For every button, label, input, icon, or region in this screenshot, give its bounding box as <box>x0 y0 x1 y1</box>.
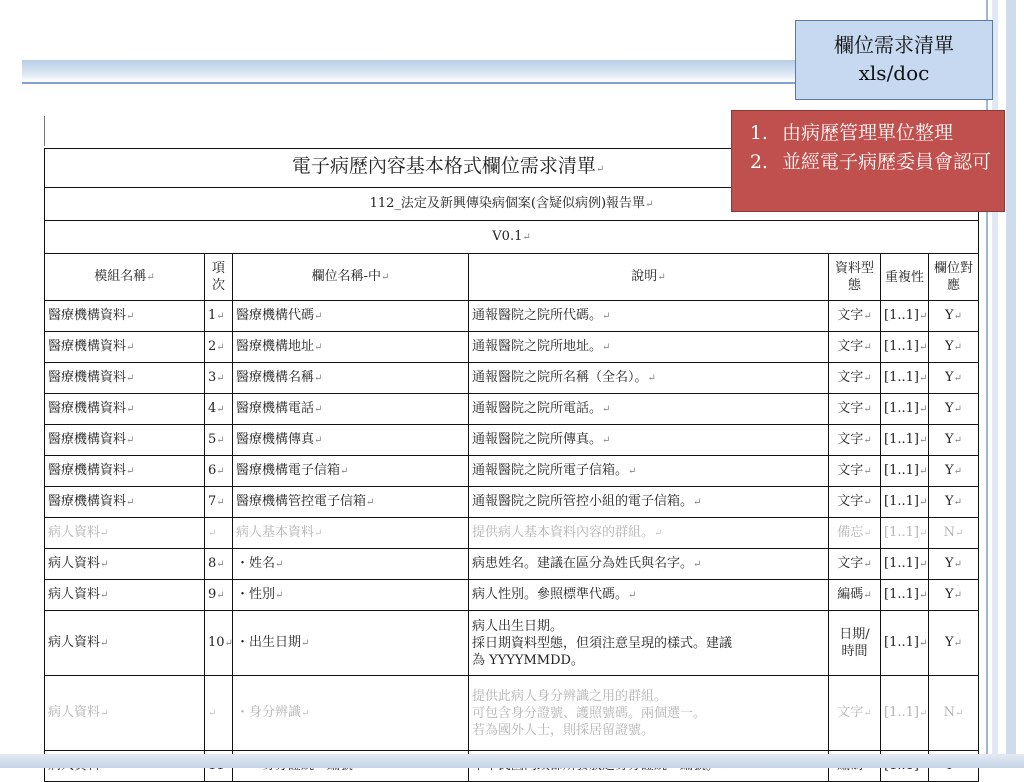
table-row <box>45 580 979 611</box>
table-row <box>45 301 979 332</box>
cell-description: 通報醫院之院所名稱（全名）。↵ <box>469 363 829 394</box>
cell-repeat: [1..1]↵ <box>881 363 929 394</box>
cell-module: 醫療機構資料↵ <box>45 456 205 487</box>
cell-seq: ↵ <box>205 518 233 549</box>
cell-seq: ↵ <box>205 676 233 751</box>
cell-line: 為 YYYYMMDD。 <box>472 652 584 668</box>
cell-seq: 10↵ <box>205 611 233 676</box>
table-row <box>45 676 979 751</box>
cell-module: 醫療機構資料↵ <box>45 301 205 332</box>
cell-description: 通報醫院之院所傳真。↵ <box>469 425 829 456</box>
cell-module: 病人資料↵ <box>45 549 205 580</box>
table-row <box>45 394 979 425</box>
cell-seq: 6↵ <box>205 456 233 487</box>
document-version: V0.1↵ <box>45 221 979 254</box>
cell-map: Y↵ <box>929 487 979 518</box>
cell-field: ・出生日期↵ <box>233 611 469 676</box>
cell-seq: 2↵ <box>205 332 233 363</box>
cell-map: Y↵ <box>929 394 979 425</box>
cell-module: 病人資料↵ <box>45 518 205 549</box>
table-row <box>45 332 979 363</box>
column-header-repeat: 重複性 <box>881 254 929 301</box>
cell-description <box>469 676 829 751</box>
cell-repeat: [1..1]↵ <box>881 425 929 456</box>
document-subtitle: 112_法定及新興傳染病個案(含疑似病例)報告單↵ <box>45 188 979 221</box>
cell-module: 病人資料↵ <box>45 611 205 676</box>
cell-type: 文字↵ <box>829 332 881 363</box>
cell-type <box>829 611 881 676</box>
callout-line: xls/doc <box>858 61 930 85</box>
cell-field: 醫療機構名稱↵ <box>233 363 469 394</box>
cell-field: ・身分辨識↵ <box>233 676 469 751</box>
cell-line: 提供此病人身分辨識之用的群組。 <box>472 688 668 704</box>
cell-map: Y↵ <box>929 363 979 394</box>
cell-field: 醫療機構代碼↵ <box>233 301 469 332</box>
cell-module: 病人資料↵ <box>45 676 205 751</box>
cell-module: 病人資料↵ <box>45 580 205 611</box>
cell-map: Y↵ <box>929 611 979 676</box>
document-title: 電子病歷內容基本格式欄位需求清單↵ <box>45 149 979 188</box>
cell-seq: 5↵ <box>205 425 233 456</box>
cell-description: 通報醫院之院所電話。↵ <box>469 394 829 425</box>
cell-field: 病人基本資料↵ <box>233 518 469 549</box>
column-header-field: 欄位名稱-中↵ <box>233 254 469 301</box>
cell-type: 編碼↵ <box>829 580 881 611</box>
cell-repeat: [1..1]↵ <box>881 580 929 611</box>
table-row <box>45 425 979 456</box>
cell-description: 通報醫院之院所代碼。↵ <box>469 301 829 332</box>
cell-field: 醫療機構電話↵ <box>233 394 469 425</box>
cell-type: 文字↵ <box>829 487 881 518</box>
approval-notes-list <box>738 119 998 177</box>
cell-module: 醫療機構資料↵ <box>45 363 205 394</box>
spec-format-callout <box>795 20 993 100</box>
cell-seq: 7↵ <box>205 487 233 518</box>
cell-map: N↵ <box>929 676 979 751</box>
cell-field: ・姓名↵ <box>233 549 469 580</box>
cell-line: 時間 <box>841 644 868 659</box>
callout-line: 欄位需求清單 <box>834 33 954 57</box>
cell-type: 文字↵ <box>829 456 881 487</box>
table-row <box>45 363 979 394</box>
column-header-map: 欄位對應 <box>929 254 979 301</box>
approval-notes-callout <box>731 110 1005 212</box>
cell-field: 醫療機構電子信箱↵ <box>233 456 469 487</box>
crop-mark <box>44 116 45 146</box>
cell-repeat: [1..1]↵ <box>881 394 929 425</box>
table-header-row <box>45 254 979 301</box>
cell-line: 可包含身分證號、護照號碼。兩個選一。 <box>472 705 707 721</box>
cell-seq: 9↵ <box>205 580 233 611</box>
cell-field: 醫療機構傳真↵ <box>233 425 469 456</box>
column-header-seq: 項次 <box>205 254 233 301</box>
approval-note-item: 2. 並經電子病歷委員會認可 <box>774 148 998 177</box>
table-row <box>45 549 979 580</box>
cell-type: 文字↵ <box>829 363 881 394</box>
cell-repeat: [1..1]↵ <box>881 676 929 751</box>
cell-module: 醫療機構資料↵ <box>45 332 205 363</box>
cell-repeat: [1..1]↵ <box>881 301 929 332</box>
cell-seq: 8↵ <box>205 549 233 580</box>
cell-map: N↵ <box>929 518 979 549</box>
table-row <box>45 487 979 518</box>
cell-module: 醫療機構資料↵ <box>45 394 205 425</box>
cell-repeat: [1..1]↵ <box>881 332 929 363</box>
cell-line: 採日期資料型態，但須注意呈現的樣式。建議 <box>472 635 733 651</box>
cell-type: 備忘↵ <box>829 518 881 549</box>
approval-note-item: 1. 由病歷管理單位整理 <box>774 119 998 148</box>
cell-line: 日期/ <box>839 627 870 642</box>
cell-repeat: [1..1]↵ <box>881 549 929 580</box>
cell-repeat: [1..1]↵ <box>881 456 929 487</box>
cell-map: Y↵ <box>929 580 979 611</box>
cell-map: Y↵ <box>929 549 979 580</box>
cell-module: 醫療機構資料↵ <box>45 487 205 518</box>
cell-type: 文字↵ <box>829 549 881 580</box>
slide-right-stripe <box>1006 0 1016 768</box>
cell-field: ・性別↵ <box>233 580 469 611</box>
cell-description: 通報醫院之院所電子信箱。↵ <box>469 456 829 487</box>
cell-type: 文字↵ <box>829 301 881 332</box>
table-row <box>45 456 979 487</box>
cell-seq: 3↵ <box>205 363 233 394</box>
cell-repeat: [1..1]↵ <box>881 611 929 676</box>
cell-repeat: [1..1]↵ <box>881 487 929 518</box>
cell-map: Y↵ <box>929 456 979 487</box>
cell-line: 若為國外人士，則採居留證號。 <box>472 722 655 738</box>
cell-line: 病人出生日期。 <box>472 618 564 634</box>
cell-seq: 4↵ <box>205 394 233 425</box>
cell-type: 文字↵ <box>829 676 881 751</box>
cell-field: 醫療機構管控電子信箱↵ <box>233 487 469 518</box>
table-row <box>45 518 979 549</box>
cell-description: 病人性別。參照標準代碼。↵ <box>469 580 829 611</box>
cell-map: Y↵ <box>929 425 979 456</box>
slide-footer-band <box>0 754 1024 768</box>
table-row <box>45 611 979 676</box>
cell-type: 文字↵ <box>829 425 881 456</box>
cell-seq: 1↵ <box>205 301 233 332</box>
cell-description: 通報醫院之院所管控小組的電子信箱。↵ <box>469 487 829 518</box>
cell-repeat: [1..1]↵ <box>881 518 929 549</box>
cell-field: 醫療機構地址↵ <box>233 332 469 363</box>
cell-description <box>469 611 829 676</box>
field-requirements-table <box>44 148 979 782</box>
cell-type: 文字↵ <box>829 394 881 425</box>
cell-description: 病患姓名。建議在區分為姓氏與名字。↵ <box>469 549 829 580</box>
column-header-type: 資料型態 <box>829 254 881 301</box>
cell-module: 醫療機構資料↵ <box>45 425 205 456</box>
column-header-description: 說明↵ <box>469 254 829 301</box>
cell-map: Y↵ <box>929 301 979 332</box>
cell-description: 提供病人基本資料內容的群組。↵ <box>469 518 829 549</box>
column-header-module: 模組名稱↵ <box>45 254 205 301</box>
cell-description: 通報醫院之院所地址。↵ <box>469 332 829 363</box>
cell-map: Y↵ <box>929 332 979 363</box>
